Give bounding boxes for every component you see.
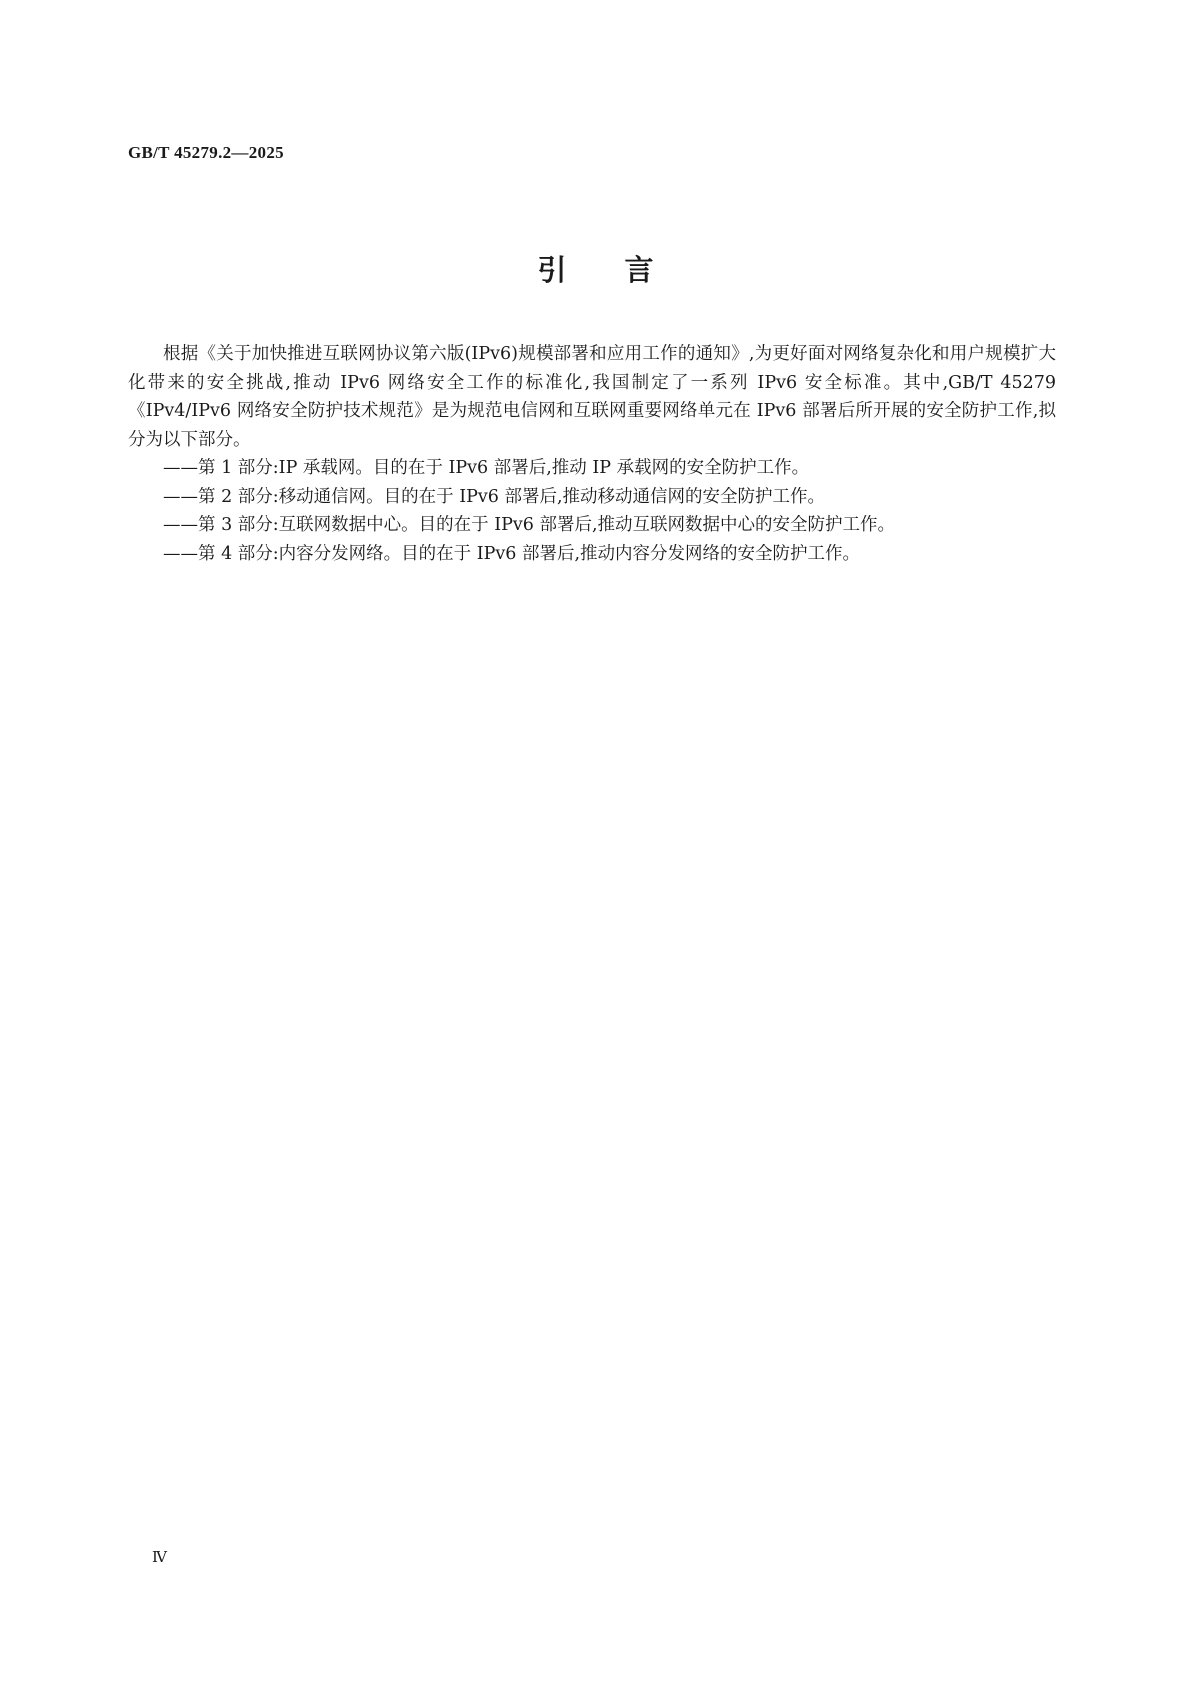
part-list-item-4: ——第 4 部分:内容分发网络。目的在于 IPv6 部署后,推动内容分发网络的安全防护工作。 xyxy=(163,543,861,564)
section-title xyxy=(0,248,1191,289)
section-title-char-2: 言 xyxy=(624,253,654,287)
part-list-item-1: ——第 1 部分:IP 承载网。目的在于 IPv6 部署后,推动 IP 承载网的安全防护工作。 xyxy=(163,458,810,478)
part-list-item-2: ——第 2 部分:移动通信网。目的在于 IPv6 部署后,推动移动通信网的安全防护工作。 xyxy=(163,486,826,507)
standard-code-header: GB/T 45279.2—2025 xyxy=(128,143,284,162)
part-list-item-3: ——第 3 部分:互联网数据中心。目的在于 IPv6 部署后,推动互联网数据中心的安全防护工作。 xyxy=(163,515,896,535)
section-title-char-1: 引 xyxy=(537,253,567,287)
page-number: Ⅳ xyxy=(152,1550,167,1566)
introduction-body xyxy=(128,340,1056,568)
intro-paragraph: 根据《关于加快推进互联网协议第六版(IPv6)规模部署和应用工作的通知》,为更好面对网络复杂化和用户规模扩大化带来的安全挑战,推动 IPv6 网络安全工作的标准化,我国制定了一系列 IPv6 安全标准。其中,GB/T 45279《IPv4/IPv6 网络安全防护技术规范》是为规范电信网和互联网重要网络单元在 IPv6 部署后所开展的安全防护工作,拟分为以下部分。 xyxy=(128,344,1056,450)
